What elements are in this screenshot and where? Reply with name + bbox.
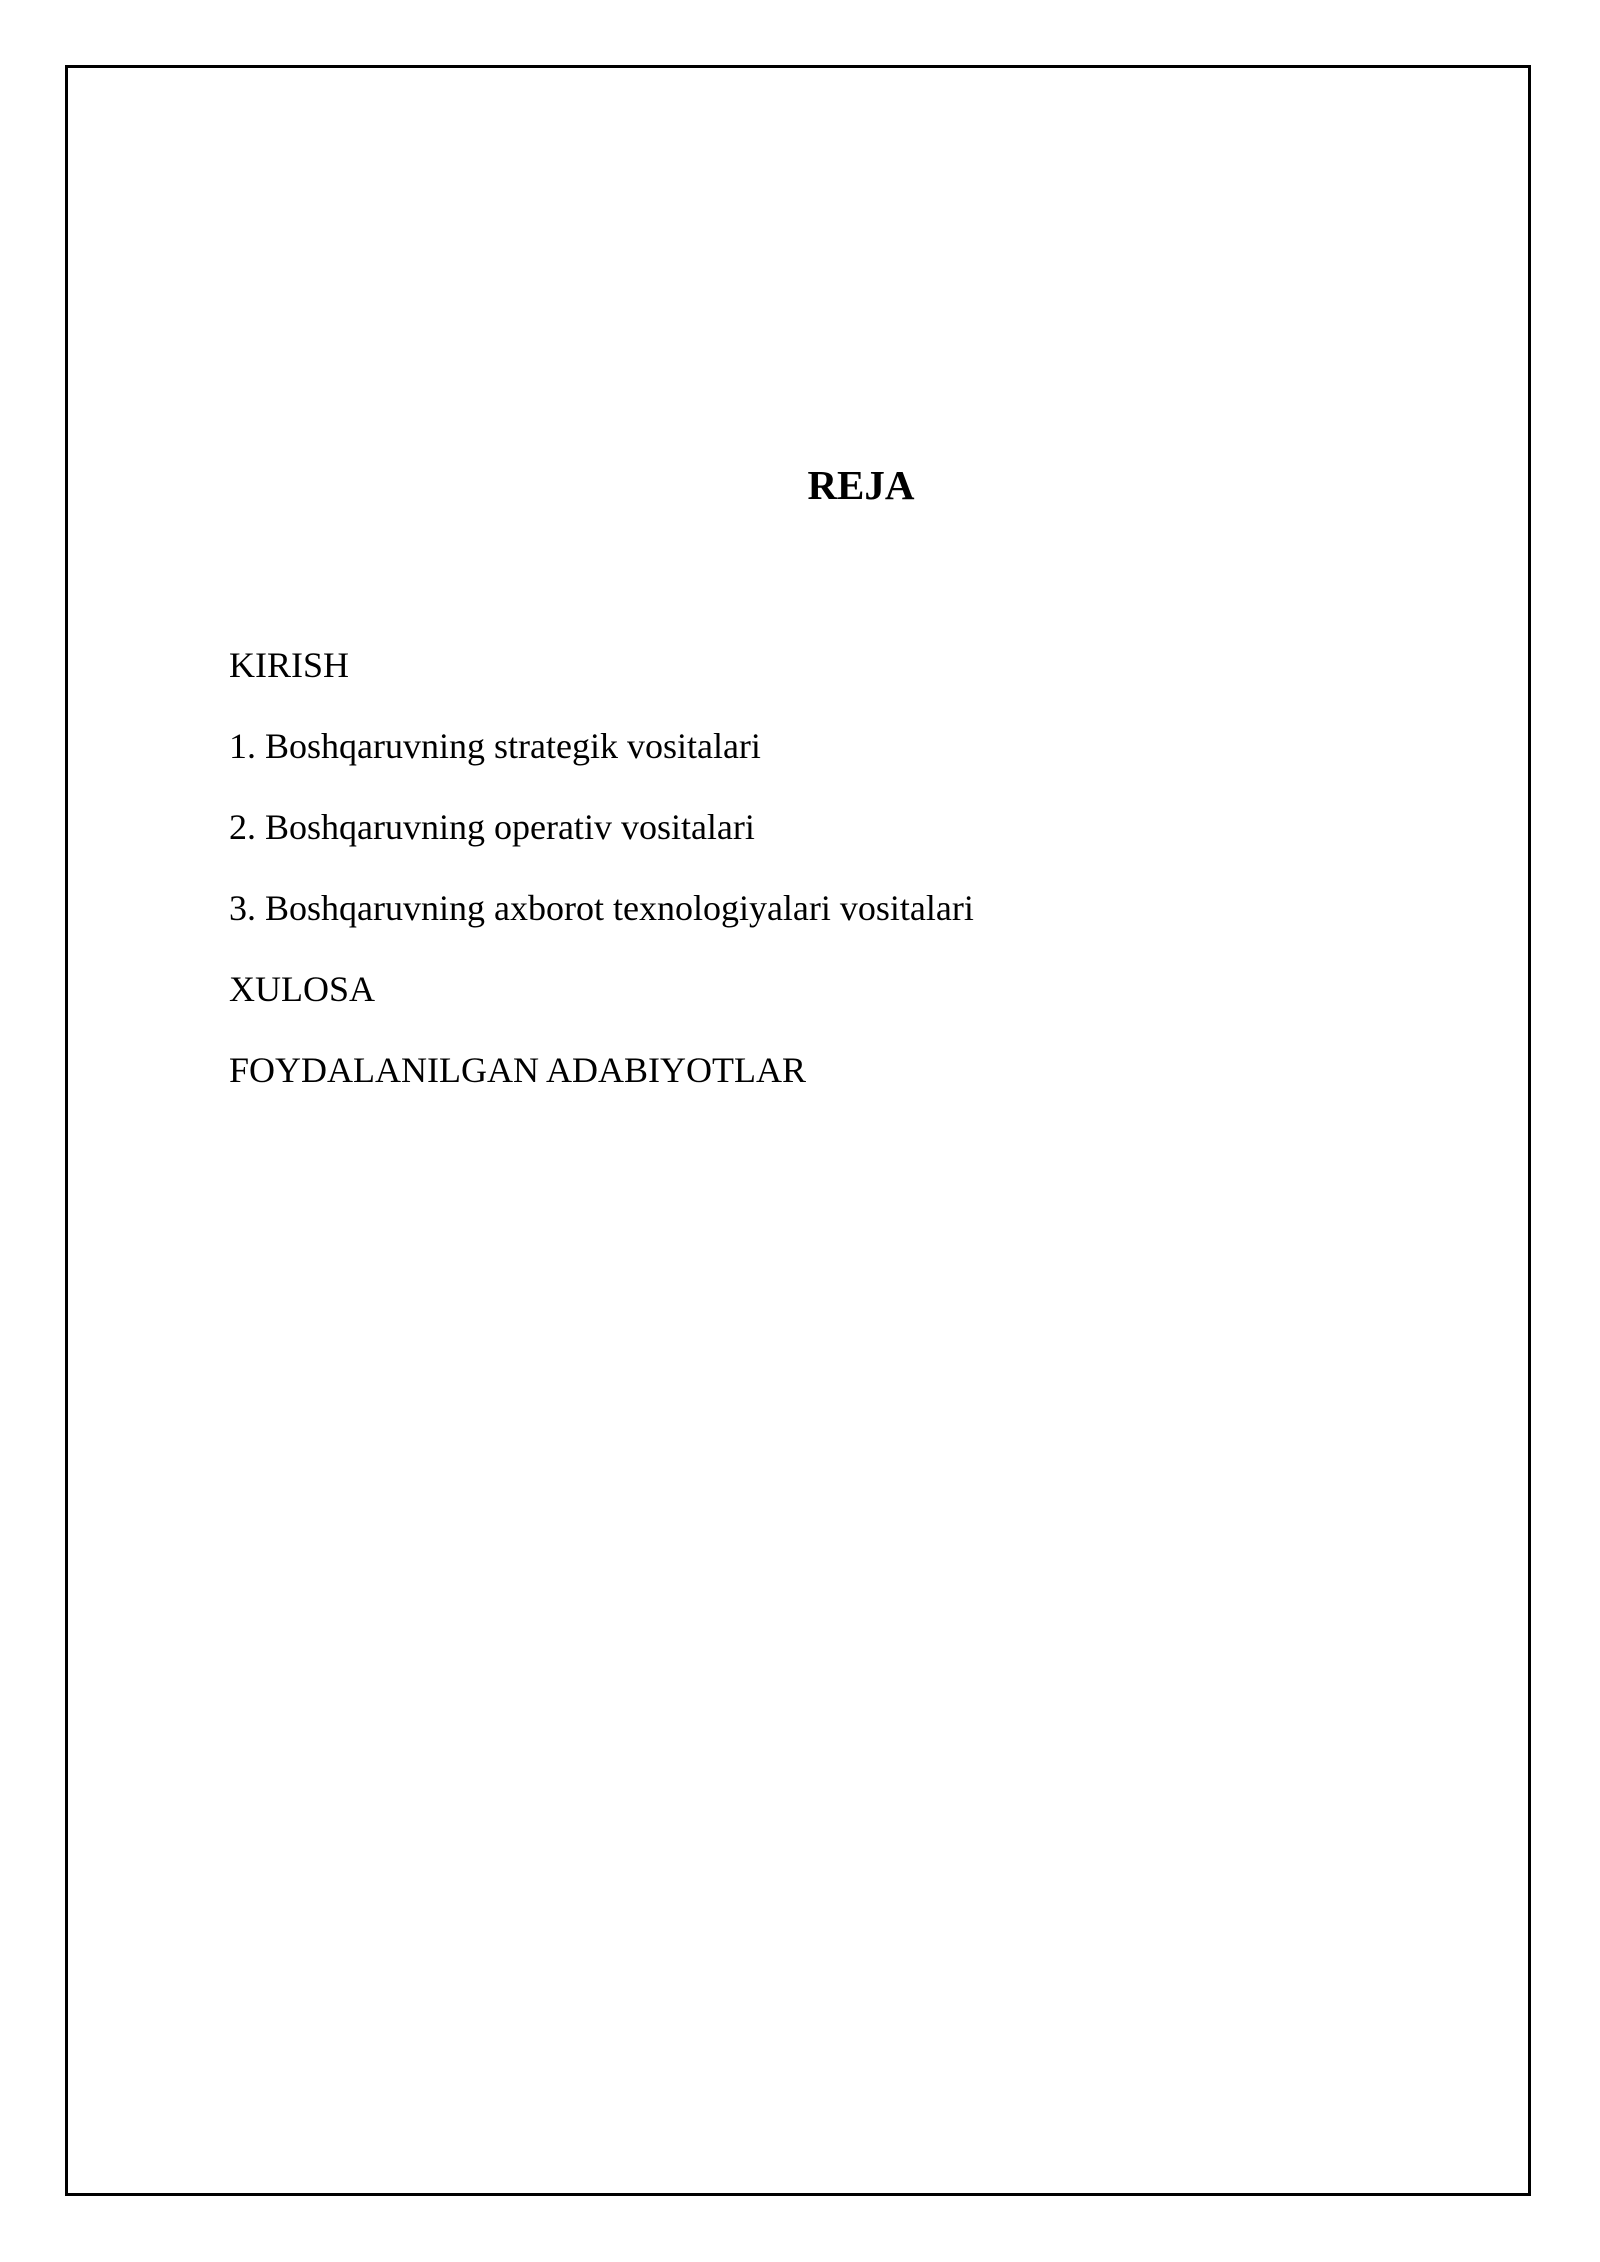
toc-item-references: FOYDALANILGAN ADABIYOTLAR <box>229 1050 806 1090</box>
page-border <box>65 65 1531 2196</box>
toc-item-introduction: KIRISH <box>229 645 350 685</box>
table-of-contents <box>229 640 974 1126</box>
toc-item-strategic-tools: 1. Boshqaruvning strategik vositalari <box>229 726 761 766</box>
page-title: REJA <box>807 462 915 508</box>
toc-item-conclusion: XULOSA <box>229 969 376 1009</box>
toc-item-operative-tools: 2. Boshqaruvning operativ vositalari <box>229 807 755 847</box>
toc-item-it-tools: 3. Boshqaruvning axborot texnologiyalari vositalari <box>229 888 974 928</box>
